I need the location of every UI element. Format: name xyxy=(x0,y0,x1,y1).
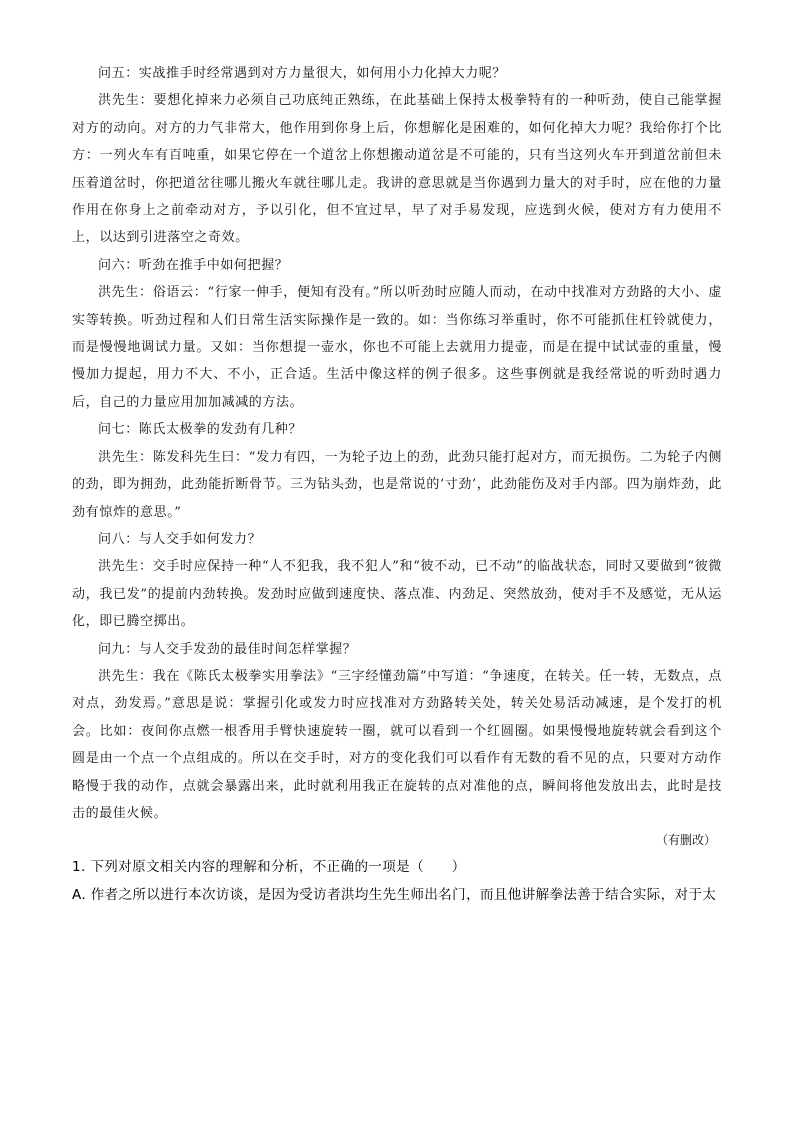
paragraph-answer-9: 洪先生：我在《陈氏太极拳实用拳法》“三字经懂劲篇”中写道：“争速度，在转关。任一转，无数点，点对点，劲发焉。”意思是说：掌握引化或发力时应找准对方劲路转关处，转关处易活动减速，是个发打的机会。比如：夜间你点燃一根香用手臂快速旋转一圈，就可以看到一个红圆圈。如果慢慢地旋转就会看到这个圆是由一个点一个点组成的。所以在交手时，对方的变化我们可以看作有无数的看不见的点，只要对方动作略慢于我的动作，点就会暴露出来，此时就利用我正在旋转的点对准他的点，瞬间将他发放出去，此时是技击的最佳火候。 xyxy=(72,668,722,821)
paragraph-question-8: 问八：与人交手如何发力？ xyxy=(98,531,262,547)
document-body xyxy=(72,60,722,909)
paragraph-answer-8: 洪先生：交手时应保持一种“人不犯我，我不犯人”和“彼不动，已不动”的临战状态，同时又要做到“彼微动，我已发”的提前内劲转换。发劲时应做到速度快、落点准、内劲足、突然放劲，使对手不及感觉，无从运化，即已腾空掷出。 xyxy=(72,559,722,630)
paragraph-answer-7: 洪先生：陈发科先生曰：“发力有四，一为轮子边上的劲，此劲只能打起对方，而无损伤。二为轮子内侧的劲，即为拥劲，此劲能折断骨节。三为钻头劲，也是常说的‘寸劲’，此劲能伤及对手内部。四为崩炸劲，此劲有惊炸的意思。” xyxy=(72,449,722,520)
paragraph-answer-6: 洪先生：俗语云：“行家一伸手，便知有没有。”所以听劲时应随人而动，在动中找准对方劲路的大小、虚实等转换。听劲过程和人们日常生活实际操作是一致的。如：当你练习举重时，你不可能抓住杠铃就使力，而是慢慢地调试力量。又如：当你想提一壶水，你也不可能上去就用力提壶，而是在提中试试壶的重量，慢慢加力提起，用力不大、不小，正合适。生活中像这样的例子很多。这些事例就是我经常说的听劲时遇力后，自己的力量应用加加减减的方法。 xyxy=(72,285,722,410)
paragraph-answer-5: 洪先生：要想化掉来力必须自己功底纯正熟练，在此基础上保持太极拳特有的一种听劲，使自己能掌握对方的动向。对方的力气非常大，他作用到你身上后，你想解化是困难的，如何化掉大力呢？我给你打个比方：一列火车有百吨重，如果它停在一个道岔上你想搬动道岔是不可能的，只有当这列火车开到道岔前但未压着道岔时，你把道岔往哪儿搬火车就往哪儿走。我讲的意思就是当你遇到力量大的对手时，应在他的力量作用在你身上之前牵动对方，予以引化，但不宜过早，早了对手易发现，应选到火候，使对方有力使用不上，以达到引进落空之奇效。 xyxy=(72,93,722,246)
source-note: （有删改） xyxy=(655,833,716,848)
question-1-stem: 1. 下列对原文相关内容的理解和分析，不正确的一项是（ ） xyxy=(72,859,466,876)
paragraph-question-9: 问九：与人交手发劲的最佳时间怎样掌握？ xyxy=(98,641,357,657)
question-1-option-a: A. 作者之所以进行本次访谈，是因为受访者洪均生先生师出名门，而且他讲解拳法善于结合实际，对于太 xyxy=(72,886,717,903)
paragraph-question-5: 问五：实战推手时经常遇到对方力量很大，如何用小力化掉大力呢？ xyxy=(98,66,507,81)
paragraph-question-7: 问七：陈氏太极拳的发劲有几种？ xyxy=(98,422,303,438)
paragraph-question-6: 问六：听劲在推手中如何把握？ xyxy=(98,257,289,273)
